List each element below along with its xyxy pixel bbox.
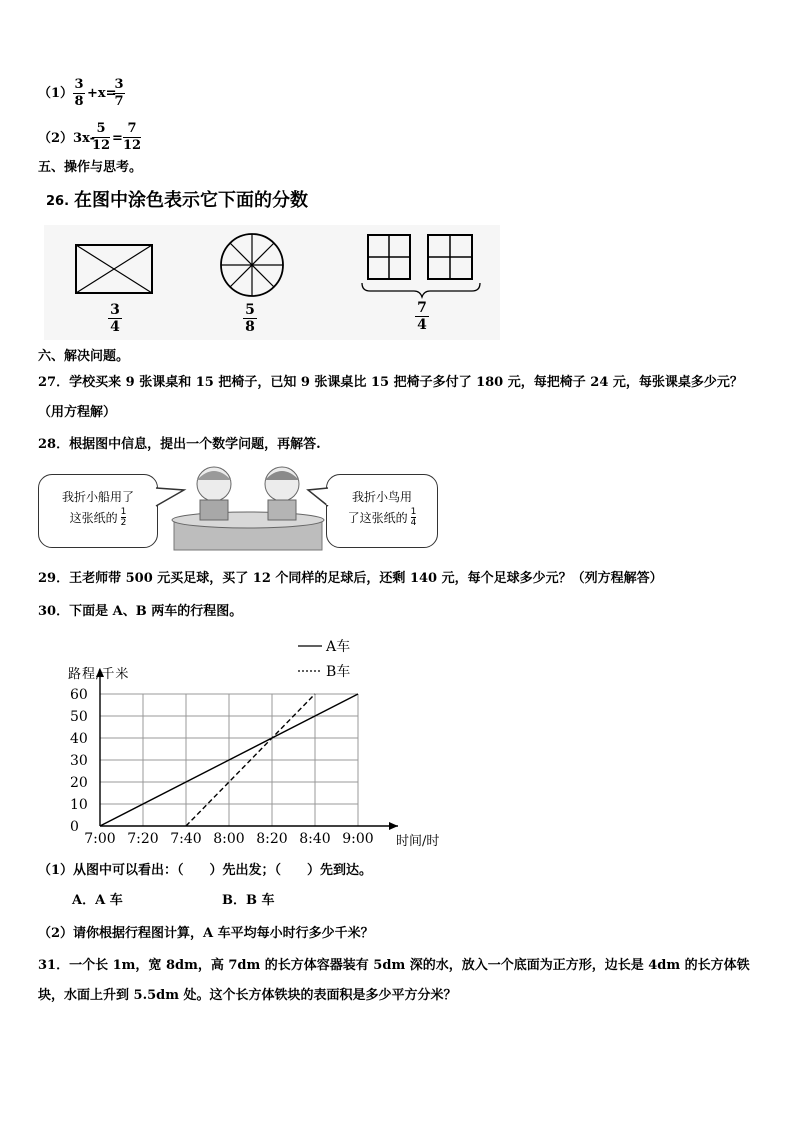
q30-sub1: （1）从图中可以看出：（ ）先出发；（ ）先到达。: [38, 863, 373, 878]
eq2-middle: =: [112, 131, 123, 146]
q30-sub2: （2）请你根据行程图计算，A 车平均每小时行多少千米？: [38, 926, 374, 941]
y-tick-label: 30: [70, 753, 88, 769]
q31-line1: 31．一个长 1m，宽 8dm，高 7dm 的长方体容器装有 5dm 深的水，放入一个底面为正方形，边长是 4dm 的长方体铁: [38, 958, 750, 973]
children-illustration: [170, 462, 326, 552]
eq1-middle: +x=: [87, 86, 117, 101]
eq1-f2-numerator: 3: [114, 77, 124, 92]
q30-text: 30．下面是 A、B 两车的行程图。: [38, 604, 243, 619]
legend-label: B车: [326, 664, 351, 680]
q31-line2: 块，水面上升到 5.5dm 处。这个长方体铁块的表面积是多少平方分米？: [38, 988, 457, 1003]
q26-fraction-3: 7 4: [415, 301, 429, 332]
square-right-shape: [428, 235, 472, 279]
eq2-f1-numerator: 5: [96, 121, 106, 136]
y-tick-label: 60: [70, 687, 88, 703]
left-bubble-fraction: 1 2: [120, 507, 127, 528]
legend-label: A车: [326, 639, 351, 655]
y-tick-label: 0: [70, 819, 79, 835]
x-tick-label: 7:40: [170, 831, 202, 847]
brace-shape: [362, 283, 480, 297]
q26-fraction-2: 5 8: [243, 303, 257, 334]
x-tick-label: 8:00: [213, 831, 245, 847]
x-tick-label: 9:00: [342, 831, 374, 847]
right-bubble-line1: 我折小鸟用: [351, 490, 412, 504]
eq1-label: （1）: [38, 86, 74, 101]
x-tick-label: 8:20: [256, 831, 288, 847]
y-tick-label: 50: [70, 709, 88, 725]
section6-heading: 六、解决问题。: [38, 349, 130, 364]
right-bubble-fraction: 1 4: [410, 507, 417, 528]
eq2-label: （2）3x-: [38, 131, 96, 146]
q26-text: 在图中涂色表示它下面的分数: [74, 190, 308, 211]
eq1-f1-denominator: 8: [74, 94, 84, 109]
circle-shape: [221, 234, 283, 296]
x-tick-label: 7:20: [127, 831, 159, 847]
right-bubble-line2: 了这张纸的: [347, 510, 408, 525]
x-axis-label: 时间/时: [396, 834, 440, 849]
q30-option-a: A．A 车: [72, 893, 123, 908]
y-tick-label: 40: [70, 731, 88, 747]
right-bubble-tail: [306, 480, 330, 520]
y-tick-label: 10: [70, 797, 88, 813]
eq1-fraction-left: [73, 78, 85, 109]
eq2-f2-denominator: 12: [123, 138, 142, 153]
y-tick-label: 20: [70, 775, 88, 791]
q26-fraction-1: 3 4: [108, 303, 122, 334]
left-bubble-line1: 我折小船用了: [61, 490, 134, 504]
y-axis-label: 路程/千米: [68, 667, 130, 682]
x-tick-label: 7:00: [84, 831, 116, 847]
x-axis-arrow: [389, 822, 398, 830]
q26-figure: [44, 225, 500, 340]
eq1-f2-denominator: 7: [114, 94, 124, 109]
eq2-f2-numerator: 7: [127, 121, 137, 136]
q29-text: 29．王老师带 500 元买足球，买了 12 个同样的足球后，还剩 140 元，每个足球多少元？（列方程解答）: [38, 571, 663, 586]
eq1-fraction-right: [113, 78, 125, 109]
left-speech-bubble: [38, 474, 158, 548]
square-left-shape: [368, 235, 410, 279]
x-tick-label: 8:40: [299, 831, 331, 847]
eq2-f1-denominator: 12: [92, 138, 111, 153]
eq1-f1-numerator: 3: [74, 77, 84, 92]
section5-heading: 五、操作与思考。: [38, 160, 143, 175]
right-speech-bubble: [326, 474, 438, 548]
q28-text: 28．根据图中信息，提出一个数学问题，再解答.: [38, 437, 321, 452]
q30-option-b: B．B 车: [222, 893, 275, 908]
travel-chart: [30, 630, 460, 850]
left-bubble-line2: 这张纸的: [69, 510, 118, 525]
q27-note: （用方程解）: [38, 405, 117, 420]
q26-number: 26.: [46, 194, 70, 209]
eq2-fraction-right: [123, 122, 141, 153]
eq2-fraction-left: [92, 122, 110, 153]
q27-text: 27．学校买来 9 张课桌和 15 把椅子，已知 9 张课桌比 15 把椅子多付了 180 元，每把椅子 24 元，每张课桌多少元？: [38, 375, 743, 390]
